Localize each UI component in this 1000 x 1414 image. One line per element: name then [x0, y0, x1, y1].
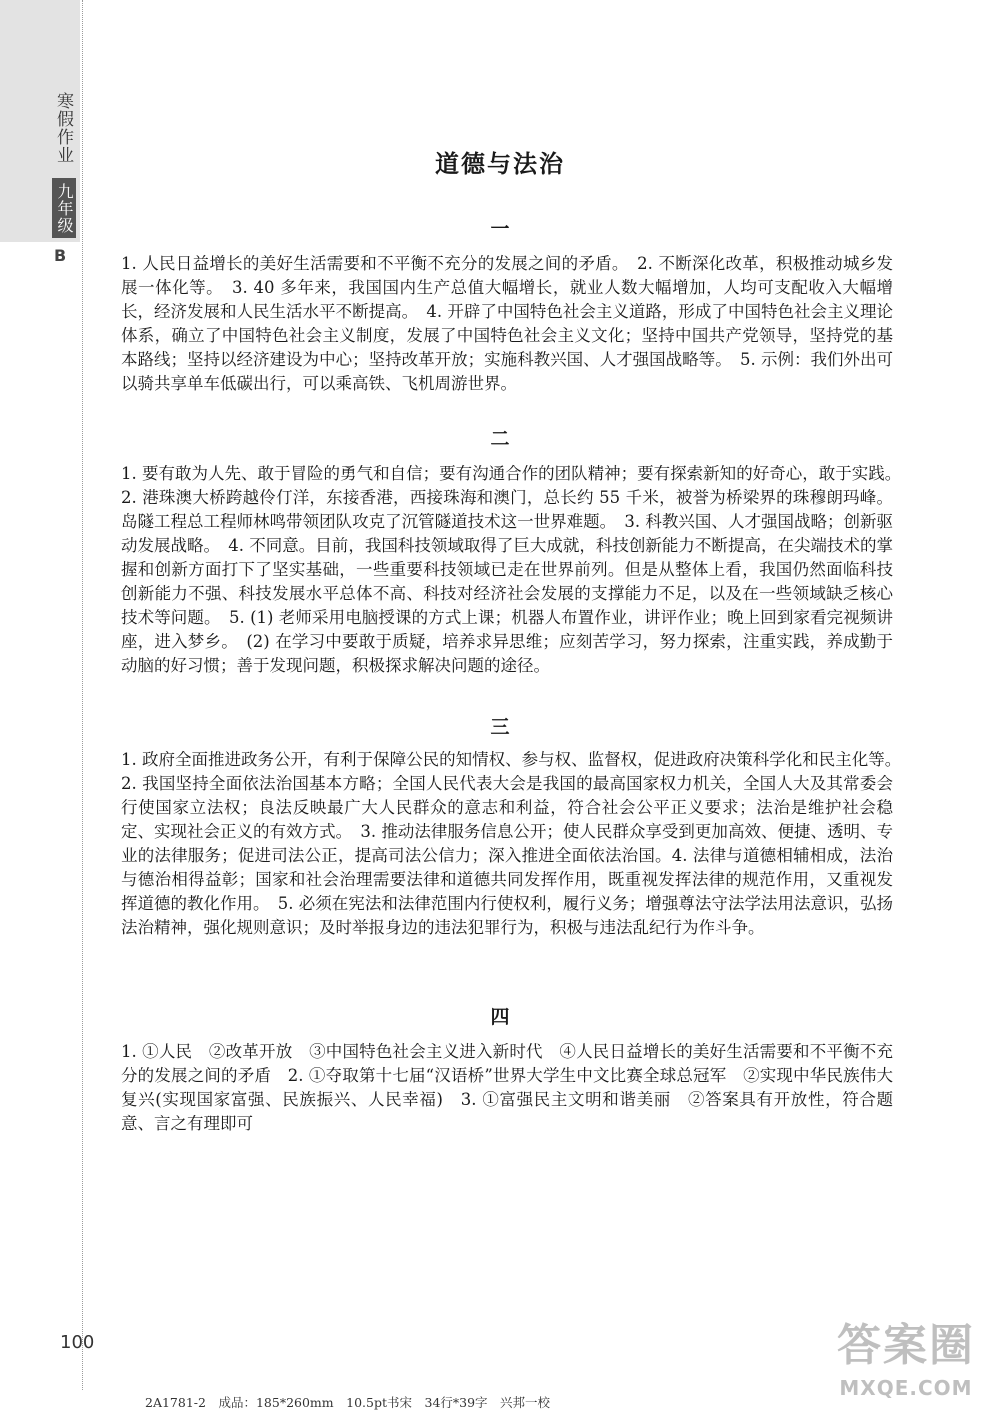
watermark-url: MXQE.COM: [839, 1376, 973, 1400]
section-body-4: 1. ①人民 ②改革开放 ③中国特色社会主义进入新时代 ④人民日益增长的美好生活需要和不平衡不充分的发展之间的矛盾 2. ①夺取第十七届“汉语桥”世界大学生中文比赛全球总冠军 ②实现中华民族伟大复兴(实现国家富强、民族振兴、人民幸福) 3. ①富强民主文明和谐美丽 ②答案具有开放性，符合题意、言之有理即可: [121, 1042, 893, 1133]
section-heading-2: 二: [490, 428, 510, 450]
print-footer: 2A1781-2 成品：185*260mm 10.5pt书宋 34行*39字 兴邦一校: [145, 1395, 551, 1410]
section-heading-1: 一: [490, 218, 510, 240]
page-title: 道德与法治: [435, 149, 565, 178]
section-body-2: 1. 要有敢为人先、敢于冒险的勇气和自信；要有沟通合作的团队精神；要有探索新知的好奇心，敢于实践。 2. 港珠澳大桥跨越伶仃洋，东接香港，西接珠海和澳门，总长约 55 千米，被誉为桥梁界的珠穆朗玛峰。岛隧工程总工程师林鸣带领团队攻克了沉管隧道技术这一世界难题。 3. 科教兴国、人才强国战略；创新驱动发展战略。 4. 不同意。目前，我国科技领域取得了巨大成就，科技创新能力不断提高，在尖端技术的掌握和创新方面打下了坚实基础，一些重要科技领域已走在世界前列。但是从整体上看，我国仍然面临科技创新能力不强、科技发展水平总体不高、科技对经济社会发展的支撑能力不足，以及在一些领域缺乏核心技术等问题。 5. (1) 老师采用电脑授课的方式上课；机器人布置作业，讲评作业；晚上回到家看完视频讲座，进入梦乡。 (2) 在学习中要敢于质疑，培养求异思维；应刻苦学习，努力探索，注重实践，养成勤于动脑的好习惯；善于发现问题，积极探求解决问题的途径。: [121, 464, 910, 675]
series-label: 寒假作业: [53, 92, 73, 164]
edition-letter: B: [54, 246, 67, 265]
section-body-1: 1. 人民日益增长的美好生活需要和不平衡不充分的发展之间的矛盾。 2. 不断深化改革，积极推动城乡发展一体化等。 3. 40 多年来，我国国内生产总值大幅增长，就业人数大幅增加，人均可支配收入大幅增长，经济发展和人民生活水平不断提高。 4. 开辟了中国特色社会主义道路，形成了中国特色社会主义理论体系，确立了中国特色社会主义制度，发展了中国特色社会主义文化；坚持中国共产党领导，坚持党的基本路线；坚持以经济建设为中心；坚持改革开放；实施科教兴国、人才强国战略等。 5. 示例：我们外出可以骑共享单车低碳出行，可以乘高铁、飞机周游世界。: [121, 254, 893, 393]
margin-dotted-line: [82, 0, 83, 1390]
section-body-3: 1. 政府全面推进政务公开，有利于保障公民的知情权、参与权、监督权，促进政府决策科学化和民主化等。 2. 我国坚持全面依法治国基本方略；全国人民代表大会是我国的最高国家权力机关，全国人大及其常委会行使国家立法权；良法反映最广大人民群众的意志和利益，符合社会公平正义要求；法治是维护社会稳定、实现社会正义的有效方式。 3. 推动法律服务信息公开；使人民群众享受到更加高效、便捷、透明、专业的法律服务；促进司法公正，提高司法公信力；深入推进全面依法治国。4. 法律与道德相辅相成，法治与德治相得益彰；国家和社会治理需要法律和道德共同发挥作用，既重视发挥法律的规范作用，又重视发挥道德的教化作用。 5. 必须在宪法和法律范围内行使权利，履行义务；增强尊法守法学法用法意识，弘扬法治精神，强化规则意识；及时举报身边的违法犯罪行为，积极与违法乱纪行为作斗争。: [121, 750, 910, 937]
section-heading-4: 四: [490, 1006, 510, 1028]
page-number: 100: [60, 1332, 95, 1353]
watermark: [820, 1318, 992, 1408]
section-heading-3: 三: [490, 716, 510, 738]
grade-label: 九年级: [52, 178, 76, 238]
watermark-logo: 答案圈: [837, 1320, 975, 1371]
